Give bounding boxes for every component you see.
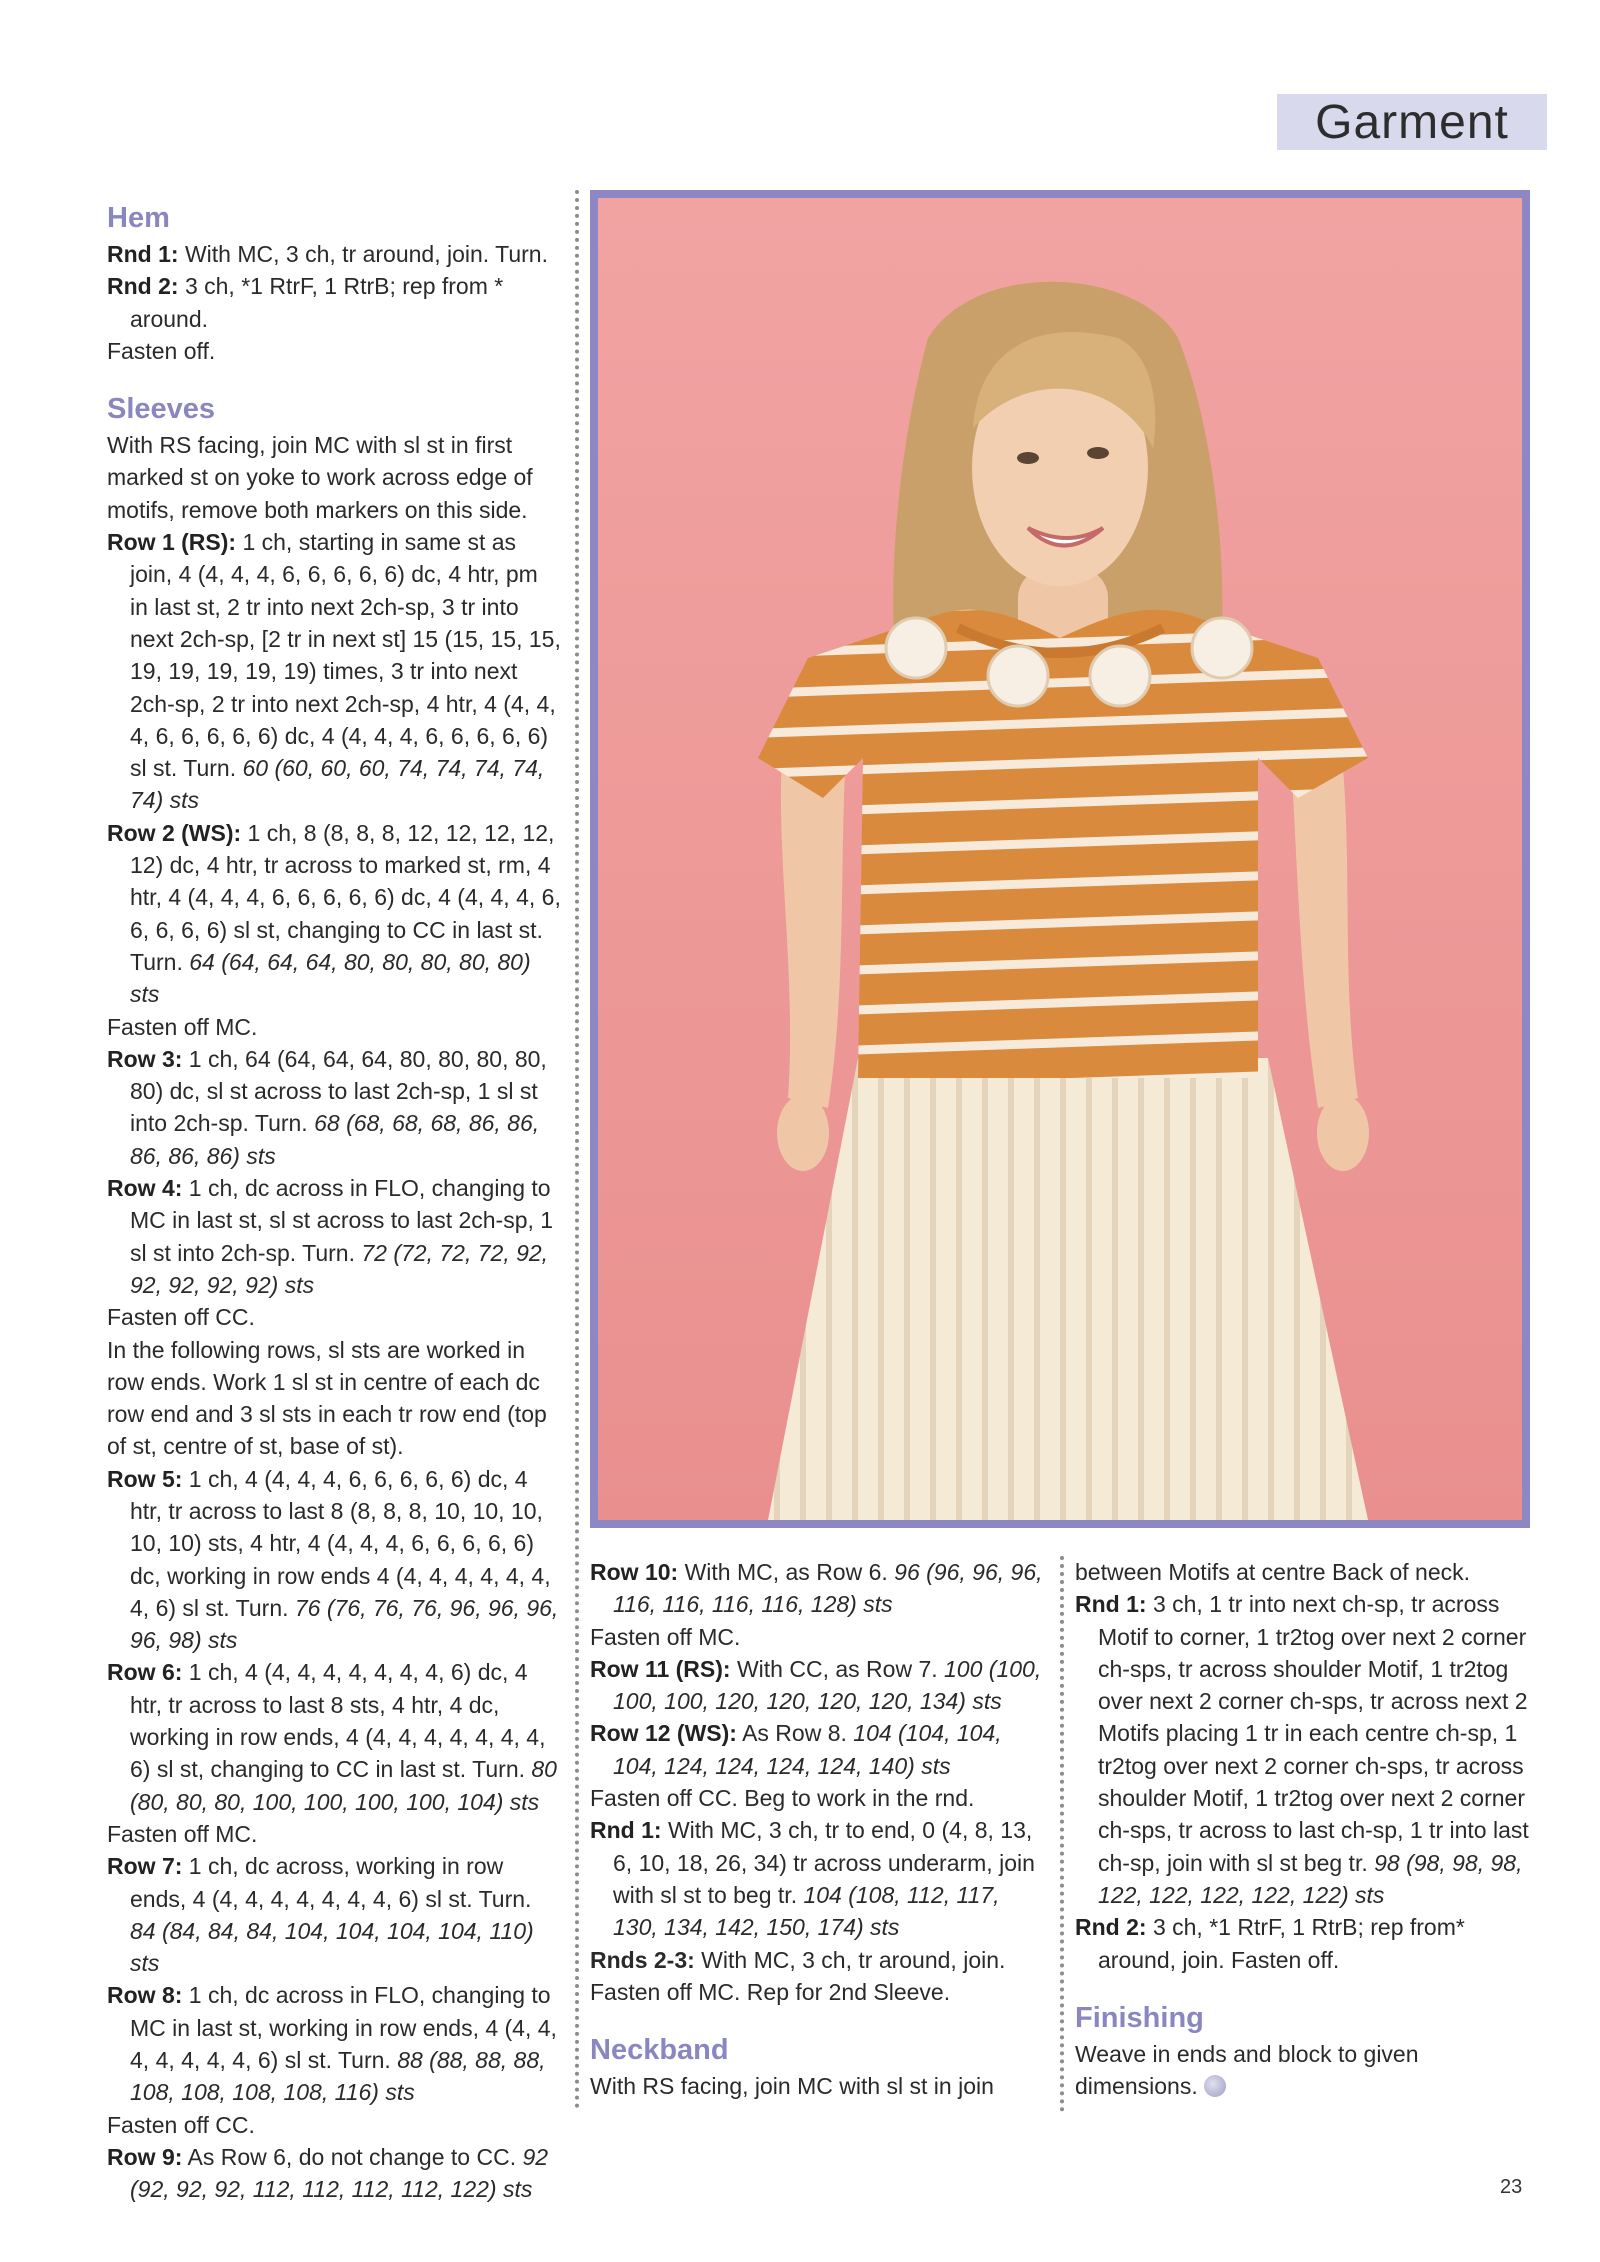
- sleeves-row-12: Row 12 (WS): As Row 8. 104 (104, 104, 104, 124, 124, 124, 124, 140) sts: [590, 1720, 1002, 1779]
- neckband-heading: Neckband: [590, 2034, 729, 2067]
- section-title: Garment: [1315, 95, 1509, 149]
- sleeves-fasten-cc-2: Fasten off CC.: [107, 2111, 255, 2138]
- sleeves-row-2: Row 2 (WS): 1 ch, 8 (8, 8, 8, 12, 12, 12, 12, 12) dc, 4 htr, tr across to marked st, rm, 4 htr, 4 (4, 4, 4, 6, 6, 6, 6, 6) dc, 4 (4, 4, 4, 6, 6, 6, 6, 6) sl st, changing to CC in last st. Turn. 64 (64, 64, 64, 80, 80, 80, 80, 80) sts: [107, 819, 561, 1008]
- sleeves-row-10: Row 10: With MC, as Row 6. 96 (96, 96, 96, 116, 116, 116, 116, 128) sts: [590, 1559, 1043, 1618]
- right-hand: [1317, 1095, 1369, 1171]
- sleeves-row-11: Row 11 (RS): With CC, as Row 7. 100 (100, 100, 100, 120, 120, 120, 120, 134) sts: [590, 1655, 1042, 1715]
- yarn-ball-icon: [1204, 2075, 1226, 2097]
- sleeves-rnd-1: Rnd 1: With MC, 3 ch, tr to end, 0 (4, 8, 13, 6, 10, 18, 26, 34) tr across underarm, join with sl st to beg tr. 104 (108, 112, 117, 130, 134, 142, 150, 174) sts: [590, 1817, 1035, 1941]
- sleeves-row-5: Row 5: 1 ch, 4 (4, 4, 4, 6, 6, 6, 6, 6) dc, 4 htr, tr across to last 8 (8, 8, 8, 10, 10, 10, 10, 10) sts, 4 htr, 4 (4, 4, 4, 6, 6, 6, 6, 6) dc, working in row ends 4 (4, 4, 4, 4, 4, 4, 4, 6) sl st. Turn. 76 (76, 76, 76, 96, 96, 96, 96, 98) sts: [107, 1465, 559, 1654]
- sleeves-fasten-mc-3: Fasten off MC.: [590, 1623, 741, 1650]
- neckband-rnd-1: Rnd 1: 3 ch, 1 tr into next ch-sp, tr across Motif to corner, 1 tr2tog over next 2 corner ch-sps, tr across shoulder Motif, 1 tr2tog over next 2 corner ch-sps, tr across next 2 Motifs placing 1 tr in each centre ch-sp, 1 tr2tog over next 2 corner ch-sps, tr across shoulder Motif, 1 tr2tog over next 2 corner ch-sps, tr across to last ch-sp, 1 tr into last ch-sp, join with sl st beg tr. 98 (98, 98, 98, 122, 122, 122, 122, 122) sts: [1075, 1591, 1529, 1908]
- neckband-intro: With RS facing, join MC with sl st in join: [590, 2073, 994, 2100]
- model-photo-illustration: [598, 198, 1522, 1520]
- flower-motif-2: [988, 646, 1048, 706]
- neckband-continued: between Motifs at centre Back of neck.: [1075, 1559, 1471, 1585]
- left-hand: [777, 1095, 829, 1171]
- left-eye: [1017, 452, 1039, 464]
- sleeves-fasten-mc-1: Fasten off MC.: [107, 1013, 258, 1040]
- sleeves-row-9: Row 9: As Row 6, do not change to CC. 92 (92, 92, 92, 112, 112, 112, 112, 122) sts: [107, 2143, 549, 2203]
- finishing-text: Weave in ends and block to given dimensions.: [1075, 2040, 1419, 2100]
- sleeves-note: In the following rows, sl sts are worked in row ends. Work 1 sl st in centre of each dc row end and 3 sl sts in each tr row end (top of st, centre of st, base of st).: [107, 1336, 547, 1460]
- sleeves-intro: With RS facing, join MC with sl st in first marked st on yoke to work across edge of motifs, remove both markers on this side.: [107, 432, 533, 523]
- sleeves-row-1: Row 1 (RS): 1 ch, starting in same st as join, 4 (4, 4, 4, 6, 6, 6, 6, 6) dc, 4 htr, pm in last st, 2 tr into next 2ch-sp, 3 tr into next 2ch-sp, [2 tr in next st] 15 (15, 15, 15, 19, 19, 19, 19, 19) times, 3 tr into next 2ch-sp, 2 tr into next 2ch-sp, 4 htr, 4 (4, 4, 4, 6, 6, 6, 6, 6) dc, 4 (4, 4, 4, 6, 6, 6, 6, 6) sl st. Turn. 60 (60, 60, 60, 74, 74, 74, 74, 74) sts: [107, 529, 561, 814]
- column-left: [107, 198, 562, 2206]
- sleeves-row-4: Row 4: 1 ch, dc across in FLO, changing to MC in last st, sl st across to last 2ch-sp, 1 sl st into 2ch-sp. Turn. 72 (72, 72, 72, 92, 92, 92, 92, 92) sts: [107, 1175, 554, 1298]
- sleeves-row-3: Row 3: 1 ch, 64 (64, 64, 64, 80, 80, 80, 80, 80) dc, sl st across to last 2ch-sp, 1 sl st into 2ch-sp. Turn. 68 (68, 68, 68, 86, 86, 86, 86, 86) sts: [107, 1045, 547, 1169]
- right-eye: [1087, 447, 1109, 459]
- hem-heading: Hem: [107, 202, 170, 234]
- column-divider-left: [575, 190, 579, 2110]
- sleeves-row-8: Row 8: 1 ch, dc across in FLO, changing to MC in last st, working in row ends, 4 (4, 4, 4, 4, 4, 4, 4, 6) sl st. Turn. 88 (88, 88, 88, 108, 108, 108, 108, 116) sts: [107, 1982, 557, 2106]
- pleated-skirt: [768, 1058, 1368, 1520]
- sleeves-row-6: Row 6: 1 ch, 4 (4, 4, 4, 4, 4, 4, 4, 6) dc, 4 htr, tr across to last 8 sts, 4 htr, 4 dc, working in row ends, 4 (4, 4, 4, 4, 4, 4, 4, 6) sl st, changing to CC in last st. Turn. 80 (80, 80, 80, 100, 100, 100, 100, 104) sts: [107, 1659, 557, 1815]
- hem-fasten: Fasten off.: [107, 337, 216, 364]
- sleeves-heading: Sleeves: [107, 393, 216, 426]
- model-photo: [590, 190, 1530, 1528]
- sleeves-fasten-cc-1: Fasten off CC.: [107, 1304, 255, 1331]
- hem-rnd-1: Rnd 1: With MC, 3 ch, tr around, join. Turn.: [107, 241, 548, 267]
- neckband-rnd-2: Rnd 2: 3 ch, *1 RtrF, 1 RtrB; rep from* around, join. Fasten off.: [1075, 1914, 1465, 1973]
- hem-rnd-2: Rnd 2: 3 ch, *1 RtrF, 1 RtrB; rep from * around.: [107, 273, 504, 332]
- flower-motif-4: [1192, 618, 1252, 678]
- column-right: [1075, 1556, 1535, 2102]
- section-tag: [1277, 94, 1547, 150]
- finishing-heading: Finishing: [1075, 2001, 1204, 2034]
- column-middle: [590, 1556, 1050, 2102]
- column-divider-right: [1060, 1556, 1064, 2112]
- sleeves-row-7: Row 7: 1 ch, dc across, working in row ends, 4 (4, 4, 4, 4, 4, 4, 4, 6) sl st. Turn. 84 (84, 84, 84, 104, 104, 104, 104, 110) sts: [107, 1853, 534, 1977]
- flower-motif-1: [886, 618, 946, 678]
- sleeves-fasten-mc-2: Fasten off MC.: [107, 1820, 258, 1847]
- page-number: 23: [1500, 2176, 1523, 2198]
- flower-motif-3: [1090, 646, 1150, 706]
- sleeves-rnds-2-3: Rnds 2-3: With MC, 3 ch, tr around, join. Fasten off MC. Rep for 2nd Sleeve.: [590, 1946, 1006, 2005]
- sleeves-fasten-cc-3: Fasten off CC. Beg to work in the rnd.: [590, 1785, 975, 1812]
